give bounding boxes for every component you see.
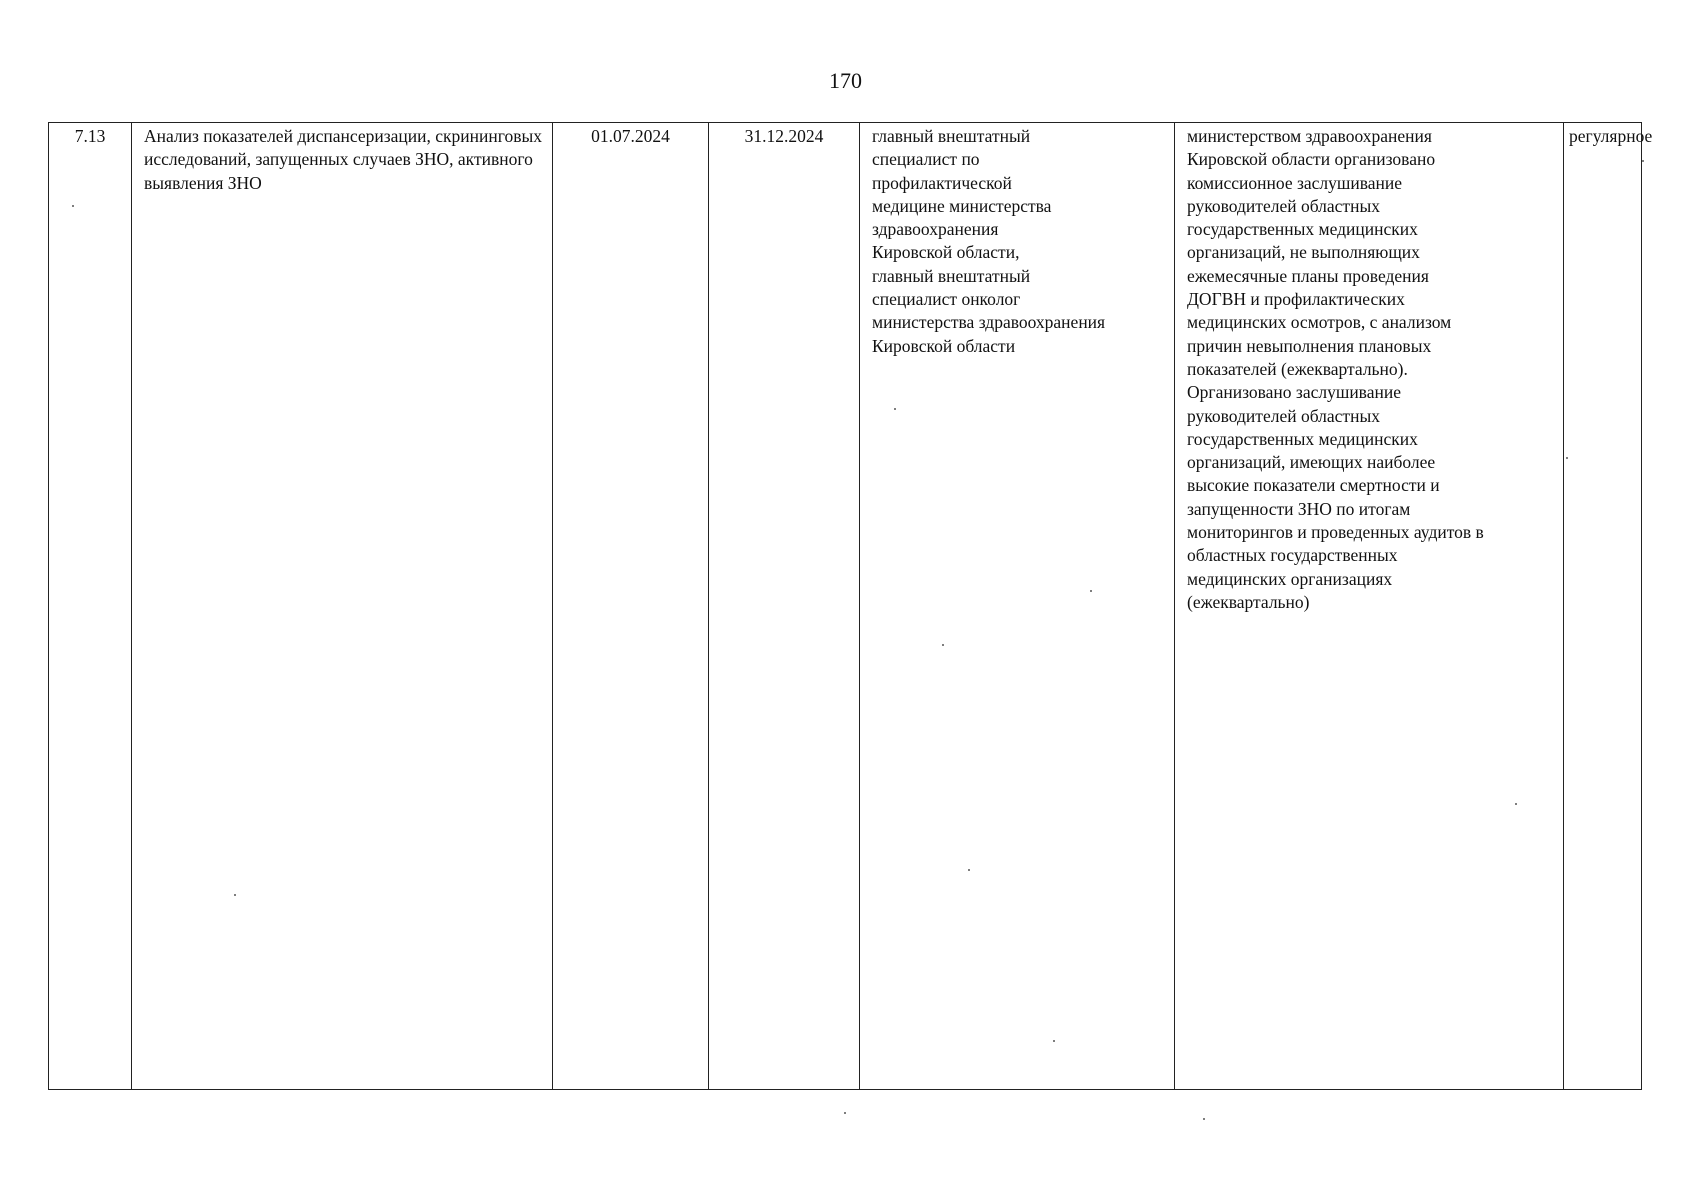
scan-speck: [1203, 1118, 1205, 1120]
event-type-cell: регулярное: [1564, 123, 1642, 1090]
responsible-line: специалист онколог: [872, 289, 1021, 310]
scan-speck: [1566, 457, 1568, 459]
result-cell: [1175, 123, 1564, 1090]
result-line: министерством здравоохранения: [1187, 126, 1432, 146]
result-line: ДОГВН и профилактических: [1187, 289, 1405, 310]
result-line: запущенности ЗНО по итогам: [1187, 498, 1411, 519]
end-date-cell: 31.12.2024: [709, 123, 860, 1090]
result-line: медицинских осмотров, с анализом: [1187, 312, 1452, 333]
responsible-line: Кировской области: [872, 335, 1016, 356]
result-line: организаций, имеющих наиболее: [1187, 452, 1436, 473]
result-line: руководителей областных: [1187, 405, 1380, 426]
scan-speck: [1053, 1040, 1055, 1042]
result-line: руководителей областных: [1187, 195, 1380, 216]
result-line: мониторингов и проведенных аудитов в: [1187, 522, 1484, 543]
responsible-cell: [860, 123, 1175, 1090]
result-line: Кировской области организовано: [1187, 149, 1436, 170]
table-row: [49, 123, 1642, 1090]
result-line: Организовано заслушивание: [1187, 382, 1401, 403]
scan-speck: [968, 869, 970, 871]
result-line: показателей (ежеквартально).: [1187, 358, 1408, 379]
item-number-cell: 7.13: [49, 123, 132, 1090]
responsible-line: Кировской области,: [872, 242, 1020, 263]
scan-speck: [1642, 160, 1644, 162]
start-date-cell: 01.07.2024: [553, 123, 709, 1090]
scan-speck: [72, 205, 74, 207]
scan-speck: [234, 894, 236, 896]
result-line: высокие показатели смертности и: [1187, 475, 1440, 496]
page-number: 170: [829, 68, 862, 93]
result-line: (ежеквартально): [1187, 591, 1310, 612]
scan-speck: [1090, 590, 1092, 592]
scan-speck: [844, 1112, 846, 1114]
scan-speck: [942, 644, 944, 646]
result-line: государственных медицинских: [1187, 219, 1418, 240]
responsible-line: специалист по: [872, 149, 980, 170]
result-line: ежемесячные планы проведения: [1187, 265, 1429, 286]
result-line: организаций, не выполняющих: [1187, 242, 1420, 263]
result-line: областных государственных: [1187, 545, 1398, 566]
result-line: причин невыполнения плановых: [1187, 335, 1432, 356]
responsible-line: здравоохранения: [872, 219, 999, 240]
responsible-line: медицине министерства: [872, 195, 1052, 216]
result-line: комиссионное заслушивание: [1187, 172, 1403, 193]
responsible-line: главный внештатный: [872, 126, 1031, 146]
responsible-line: профилактической: [872, 172, 1012, 193]
result-line: медицинских организациях: [1187, 568, 1393, 589]
task-description-cell: Анализ показателей диспансеризации, скрининговых исследований, запущенных случаев ЗНО, активного выявления ЗНО: [132, 123, 553, 1090]
scan-speck: [1515, 803, 1517, 805]
responsible-line: главный внештатный: [872, 265, 1031, 286]
scan-speck: [894, 408, 896, 410]
plan-table: [48, 122, 1653, 1090]
result-line: государственных медицинских: [1187, 428, 1418, 449]
responsible-line: министерства здравоохранения: [872, 312, 1106, 333]
